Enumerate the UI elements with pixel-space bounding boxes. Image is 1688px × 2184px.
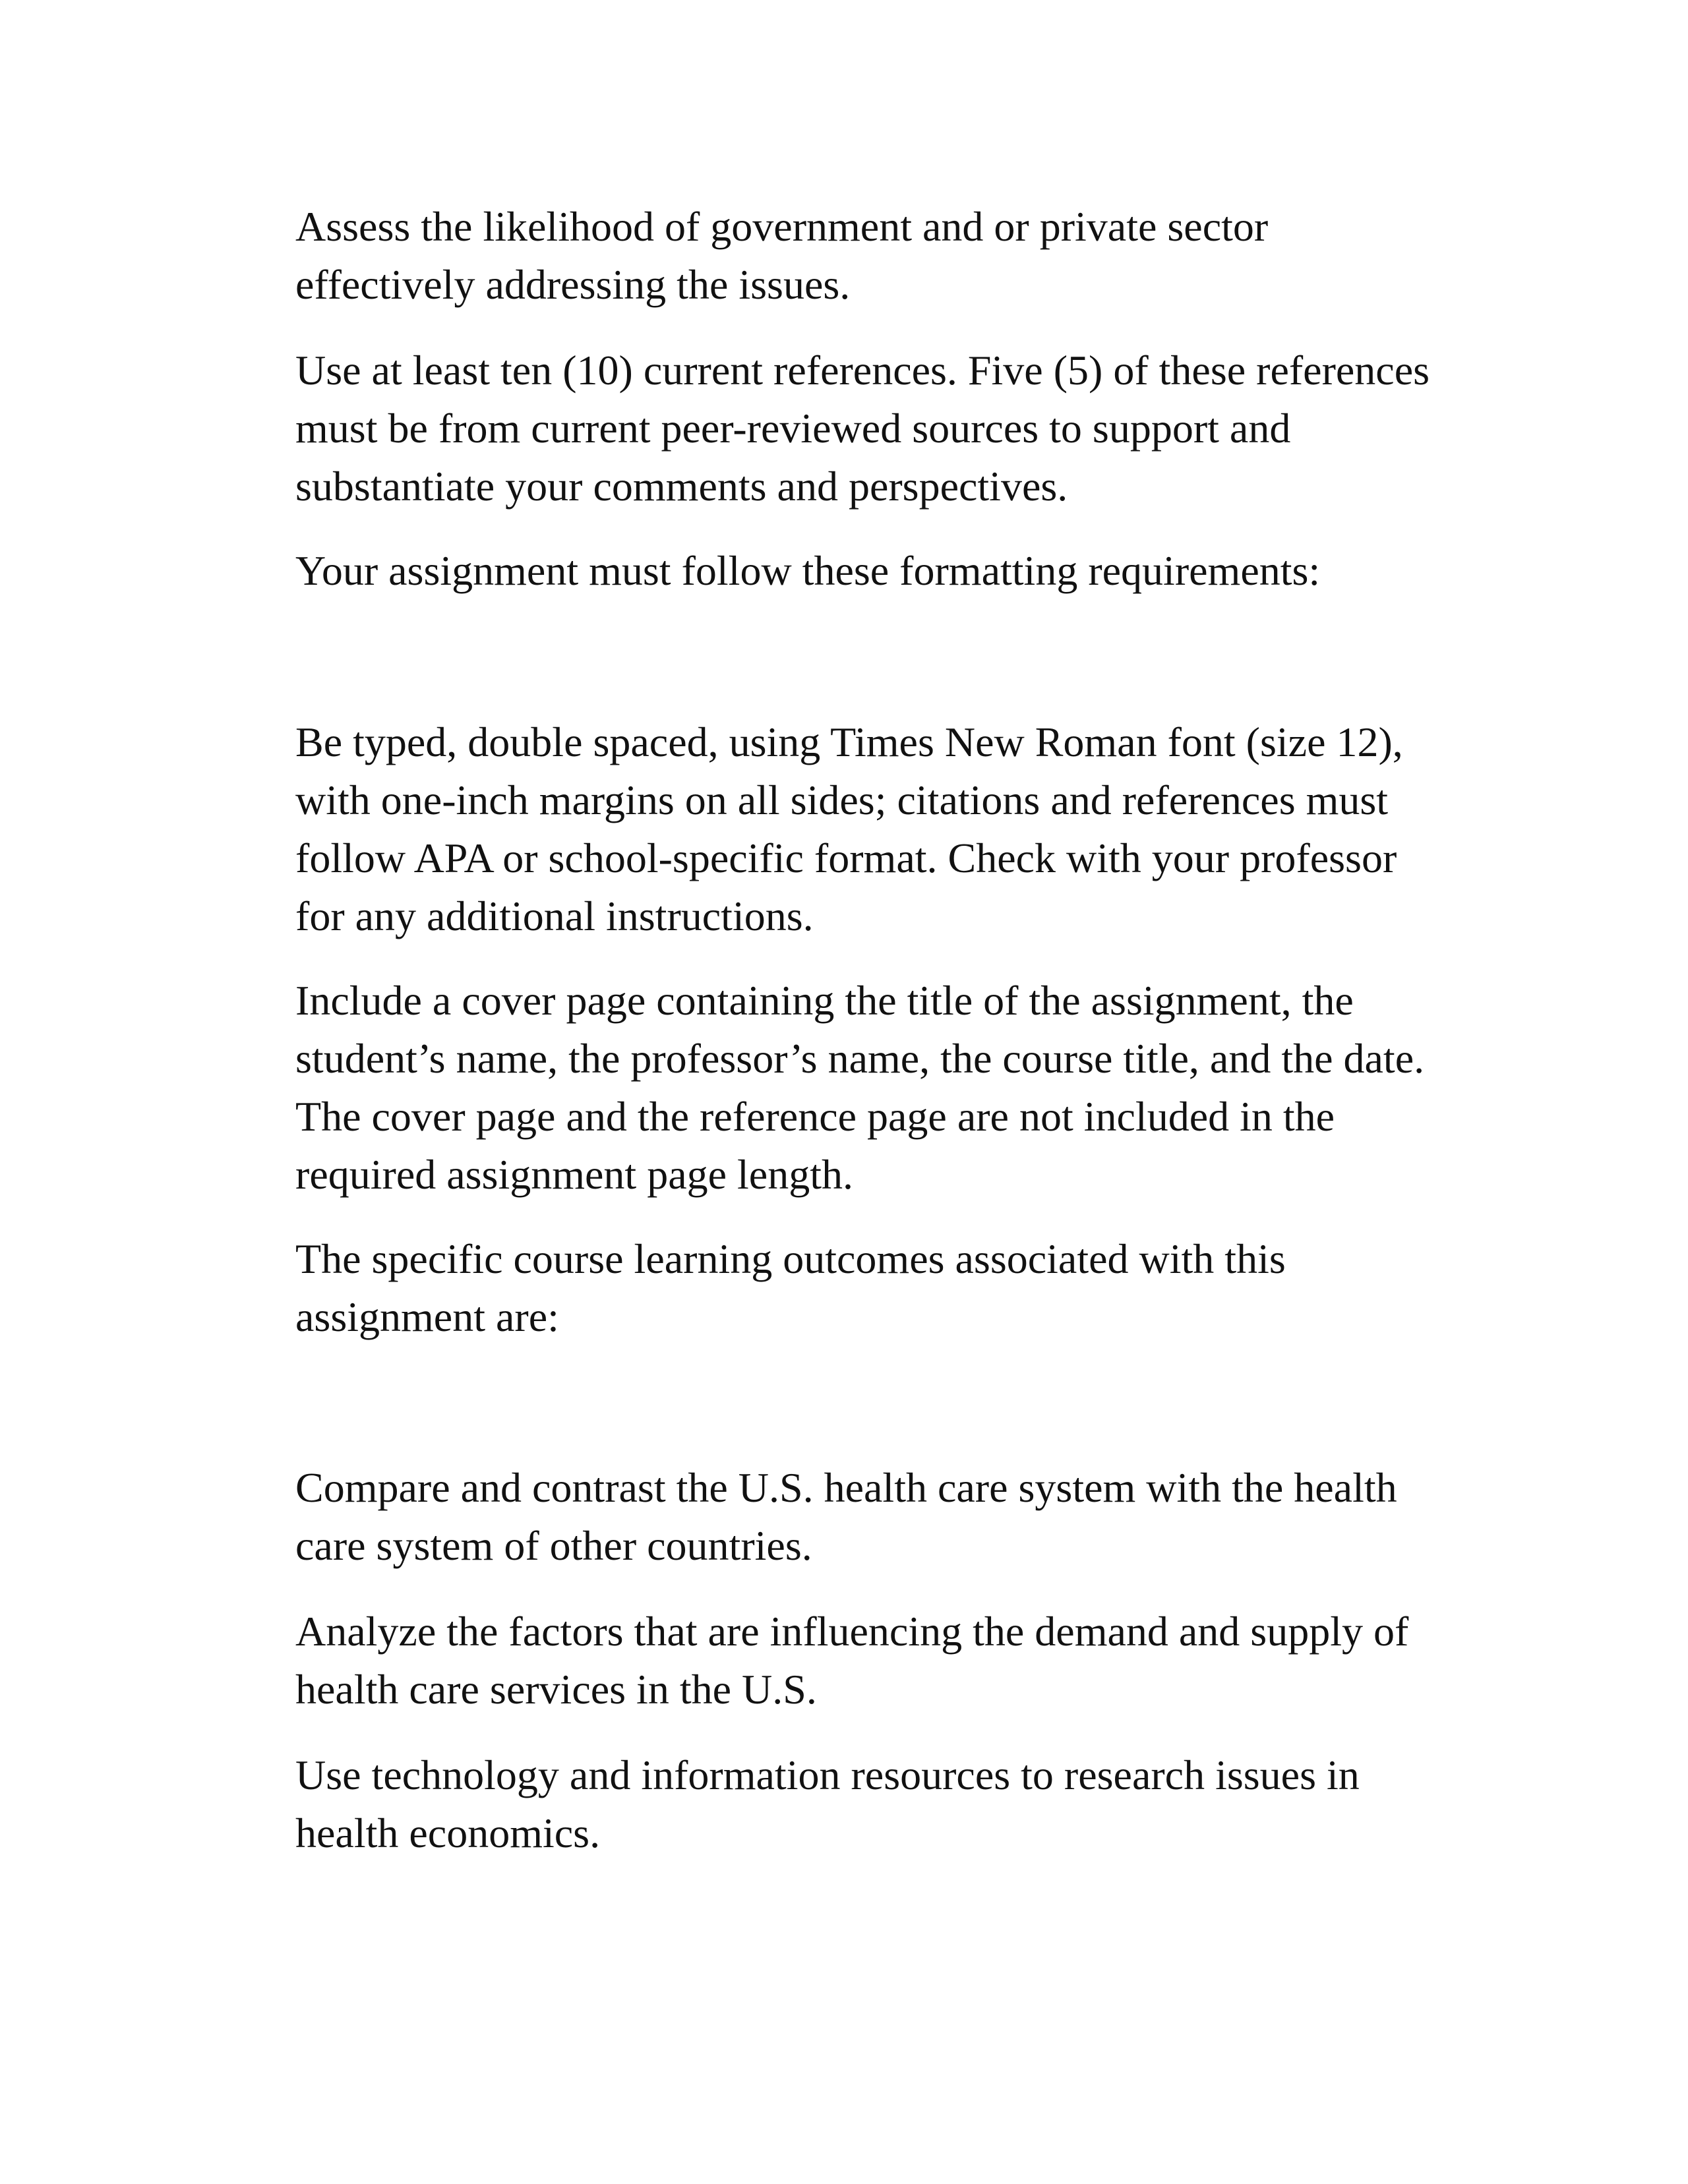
paragraph-line: student’s name, the professor’s name, the course title, and the date. [295,1035,1425,1082]
paragraph-line: Compare and contrast the U.S. health care system with the health [295,1464,1397,1511]
paragraph-line: Be typed, double spaced, using Times New Roman font (size 12), [295,719,1403,765]
paragraph-line: must be from current peer-reviewed sources to support and [295,405,1291,452]
paragraph-line: care system of other countries. [295,1522,812,1569]
paragraph-references [295,341,1495,516]
paragraph-line: follow APA or school-specific format. Check with your professor [295,835,1397,881]
paragraph-line: required assignment page length. [295,1151,853,1198]
paragraph-outcome-technology [295,1746,1495,1862]
paragraph-line: The cover page and the reference page are not included in the [295,1093,1335,1140]
paragraph-cover-page [295,972,1495,1204]
paragraph-line: Include a cover page containing the title of the assignment, the [295,977,1354,1024]
paragraph-line: health care services in the U.S. [295,1666,817,1713]
paragraph-line: The specific course learning outcomes associated with this [295,1235,1286,1282]
paragraph-line: for any additional instructions. [295,893,814,939]
paragraph-assess-likelihood [295,198,1495,314]
paragraph-line: assignment are: [295,1293,559,1340]
paragraph-line: substantiate your comments and perspectives. [295,463,1068,510]
paragraph-line: Use at least ten (10) current references. Five (5) of these references [295,347,1430,394]
paragraph-line: Use technology and information resources to research issues in [295,1752,1360,1798]
paragraph-line: effectively addressing the issues. [295,261,851,308]
paragraph-line: Assess the likelihood of government and or private sector [295,203,1269,250]
paragraph-outcome-compare [295,1459,1495,1575]
paragraph-outcome-analyze [295,1603,1495,1719]
paragraph-line: Your assignment must follow these formatting requirements: [295,547,1321,594]
paragraph-formatting-intro [295,542,1495,600]
paragraph-line: with one-inch margins on all sides; citations and references must [295,777,1389,823]
paragraph-typing-requirements [295,713,1495,945]
paragraph-line: health economics. [295,1810,601,1856]
paragraph-learning-outcomes-intro [295,1230,1495,1346]
paragraph-line: Analyze the factors that are influencing the demand and supply of [295,1608,1409,1655]
